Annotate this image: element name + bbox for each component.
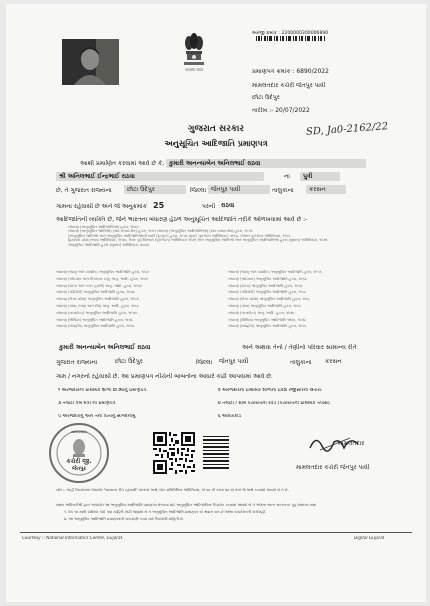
serial-number: 25 [153, 201, 165, 210]
relation-value: પુત્રી [300, 172, 340, 181]
order-item: બંધારણ (નાગાલેન્ડ) અનુ. આદિ. હુકમ, ૧૯૭૦ [228, 310, 295, 315]
office-seal [48, 422, 110, 484]
father-name: શ્રી અનિલભાઈ ઈન્દ્રભાઈ રાઠવા [56, 172, 264, 181]
relation-label: ના [284, 173, 290, 180]
order-item: બંધારણ (અંદમાન અને નિકોબાર ટાપુ) અનુ. આદિ. હુકમ, ૧૯૫૯ [56, 276, 149, 281]
resident-name: કુમારી અનન્યાબેન અનિલભાઈ રાઠવા [59, 344, 151, 351]
footer-item-2: ૨. આ અનુસૂચિત આદિજાતિ પ્રમાણપત્રની ચકાસણી કરવા માટે ઉપયોગી માહિતી છે. [64, 517, 184, 521]
order-item: બંધારણ (લક્ષદ્વીપ) અનુસૂચિત આદિજાતિ હુકમ, ૧૯૫૬ [228, 324, 307, 329]
state-label-b: ગુજરાત રાજ્યના [56, 359, 98, 366]
order-item: બંધારણ (અંદમાન) અનુસૂચિત આદિજાતિ હુકમ, ૧૯૬૨ [228, 276, 307, 281]
footer-item-1: ૧. પેરા ૧૦ માંની દર્શાવેલ કોઈ પણ માહિતી ખોટી જણાશે તો તે અનુસૂચિત આદિજાતિ પ્રમાણપત્ર રદ થવાને પાત્ર છે તેમજ કાયદેસરની કાર્યવાહી [64, 510, 266, 514]
order-item: બંધારણ (જમ્મુ અને કાશ્મીર) અનુસૂચિત આદિજાતિ હુકમ, ૧૯૮૯ [56, 270, 150, 274]
certificate-number-row [252, 68, 329, 75]
emblem-caption: सत्यमेव जयते [185, 68, 203, 72]
application-id-label: અરજી ક્રમાંક : [252, 31, 280, 36]
taluka-value: જેતપુર પાવી [208, 185, 270, 194]
legal-reference: બંધારણ (અનુસૂચિત આદિજાતિઓ) હુકમ, ૧૯૫૦ [68, 225, 139, 229]
ashoka-emblem-icon [178, 29, 210, 67]
village-value-b: કરસન [325, 358, 342, 365]
taluka-label-b: તાલુકાના [290, 359, 312, 366]
orders-left-column [56, 270, 206, 331]
person-photo-icon [62, 39, 119, 85]
caste-value: રાઠવા [221, 202, 235, 209]
footer-note: નોંધ :- અહીં ઉપયોગમાં લેવાયેલ "સામાન્ય રીતે રહેવાસી" શબ્દનો અર્થ, લોક-પ્રતિનિધિત્વ અધિનિયમ, ૧૯૫૦ ની કલમ ૨૦ માં તેનો જે અર્થ કરવામાં આવ્યો છે તે છે. [56, 488, 289, 492]
district-value: છોટા ઉદેપુર [124, 185, 186, 194]
order-item: બંધારણ (ગોવા) અનુસૂચિત આદિજાતિ હુકમ, ૧૯૬૮ [228, 303, 302, 308]
basis-item: ૨ અરજદારના પ્રાથમિક શાળાના પ્રવેશ રજીસ્ટરનો ઉતારો. [218, 388, 323, 393]
applicant-photo [62, 39, 119, 85]
order-item: બંધારણ (ઉત્તર પ્રદેશ) અનુસૂચિત આદિજાતિ હુકમ, ૧૯૬૮ [228, 297, 311, 302]
order-item: બંધારણ (ઉત્તર પ્રદેશ) અનુસૂચિત આદિજાતિ હુકમ, ૧૯૬૭ [56, 297, 139, 302]
state-label: છે, તે ગુજરાત રાજ્યના [56, 187, 112, 194]
basis-item: ૩ તલાટી કમ મંત્રી નો પ્રમાણપત્ર [58, 401, 116, 406]
government-title: ગુજરાત સરકાર [187, 124, 245, 134]
legal-reference: અનુસૂચિત આદિજાતિ હુકમ (સુધારા) અધિનિયમ, ૨૦૦૨ [68, 242, 149, 247]
legal-reference-list [68, 225, 388, 247]
signature-title: મામલતદાર [338, 440, 365, 447]
issue-date-row [252, 107, 310, 114]
orders-right-column [228, 270, 388, 331]
application-barcode [256, 36, 326, 41]
digital-gujarat-brand: Digital Gujarat [354, 536, 385, 540]
legal-reference: (અનુસૂચિત જાતિઓ અને અનુસૂચિત આદિજાતિઓની યાદી (ફેરફાર) હુકમ, ૧૯૫૬ મુંબઈ પુનર્ગઠન અધિનિયમ, ૧૯૬૦, પંજાબ પુનર્ગઠન અધિનિયમ, ૧૯૬૬ [68, 233, 291, 238]
verification-qr-code [153, 432, 195, 474]
caste-label: પરની [202, 203, 216, 210]
order-item: બંધારણ (દાદરા અને નગર હવેલી) અનુ. આદિ. હુકમ, ૧૯૬૨ [56, 283, 142, 288]
village-line: ગામ / નગરનો રહેવાસી છે. આ પ્રમાણપત્ર નીચેની બાબતોના આધારે કાઢી આપવામાં આવે છે. [56, 373, 273, 380]
taluka-label: તાલુકાના [272, 187, 294, 194]
legal-reference: બંધારણ (અનુસૂચિત જાતિઓ) (સંઘ રાજ્ય ક્ષેત્ર) હુકમ, ૧૯૫૧ બંધારણ (અનુસૂચિત આદિજાતિઓ) (સંઘ રાજ્ય ક્ષેત્ર) હુકમ, ૧૯૫૧ [68, 229, 253, 234]
issue-date-label: તારીખ :- [252, 107, 274, 114]
resident-suffix: અને અથવા તેનો / તેણીનો પરિવાર સામાન્ય રીતે [242, 344, 357, 351]
applicant-name: કુમારી અનન્યાબેન અનિલભાઈ રાઠવા [166, 159, 366, 168]
certificate-title: અનુસૂચિત આદિજાતિ પ્રમાણપત્ર [164, 139, 268, 148]
basis-item: ૧ અરજદારના પ્રાથમિક શાળા છોડ્યાનું પ્રમાણપત્ર. [58, 388, 148, 393]
order-item: બંધારણ (દાદરા) અનુસૂચિત આદિજાતિ હુકમ, ૧૯૬૨ [228, 283, 303, 288]
district-label: જિલ્લા [190, 187, 207, 194]
seal-line2: કચેરી જી. [66, 458, 92, 465]
basis-item: ૫ અરજદારનું અને તેના પિતાનું સોગંદનામું [58, 414, 136, 419]
issue-date: 20/07/2022 [275, 107, 310, 114]
order-item: બંધારણ (પોંડિચેરી) અનુસૂચિત આદિજાતિ હુકમ, ૧૯૬૮ [228, 290, 307, 295]
certificate-number: 6890/2022 [296, 68, 329, 75]
district-value-b: છોટા ઉદેપુર [115, 358, 143, 365]
village-value: કરસન [306, 185, 346, 194]
state-emblem [178, 29, 210, 67]
order-item: બંધારણ (લક્ષદ્વીપ) અનુસૂચિત આદિજાતિ હુકમ, ૧૯૫૬ [56, 324, 135, 329]
order-item: બંધારણ (સિક્કિમ) અનુસૂચિત આદિજાતિ હુકમ, ૧૯૭૮ [56, 317, 134, 322]
footer-divider [20, 532, 412, 533]
taluka-value-b: જેતપુર પાવી [219, 358, 249, 365]
seal-top-text: મામલતદાર [71, 430, 87, 434]
handwritten-reference: SD, Ja0-2162/22 [305, 121, 389, 138]
serial-line-label: ગામના રહેવાસી છે અને જે અનુક્રમાંક [56, 203, 147, 210]
application-id: 2200000300006890 [281, 31, 329, 36]
order-item: બંધારણ (જમ્મુ અને કાશ્મીર) અનુસૂચિત આદિજાતિ હુકમ, ૧૯૫૬ [228, 270, 322, 274]
order-item: બંધારણ (પોંડિચેરી) અનુસૂચિત આદિજાતિ હુકમ, ૧૯૬૪ [56, 290, 135, 295]
footer-paragraph: સક્ષમ અધિકારીશ્રી દ્વારા અપાયેલ આ અનુસૂચિત આદિજાતિ પ્રમાણપત્ર મેળવવા માટે અનુસૂચિત આદિજાતિના ઉપયોગ કરવામાં આવશે તો તે અંગેના ભારત સરકારના ગૃહ મંત્રાલય તથા [56, 503, 316, 507]
courtesy-credit: Courtesy :: National Informatics Centre, Gujarat [22, 536, 123, 540]
seal-line3: જેતપુર [72, 466, 86, 472]
order-item: બંધારણ (સિક્કિમ) અનુસૂચિત આદિજાતિ ઓર્ડર, ૧૯૭૮ [228, 317, 307, 322]
intro-text: આથી પ્રમાણિત કરવામાં આવે છે કે, [80, 160, 165, 167]
issuing-office-line2: છોટા ઉદેપુર [252, 94, 280, 101]
issuing-office-line1: મામલતદાર કચેરી જેતપુર પાવી [252, 82, 326, 89]
basis-item: ૬ આધારકાર્ડ [218, 414, 242, 419]
signature-designation: મામલતદાર કચેરી જેતપુર પાવી [296, 464, 370, 471]
tribe-notice: આદિજાતિની વ્યક્તિ છે, જેને ભારતના બંધારણ હેઠળ અનુસૂચિત આદિજાતિ તરીકે ઓળખવામાં આવે છે :- [56, 216, 308, 223]
certificate-number-label: પ્રમાણપત્ર ક્રમાંક : [252, 68, 295, 75]
basis-item: ૪ તલાટી / ગ્રામ પંચાયતનો રેકર્ડ (પંચાયતની પ્રાથમિક તપાસ). [218, 401, 332, 406]
certificate-page [6, 4, 426, 602]
verification-barcode [203, 436, 229, 470]
order-item: બંધારણ (ગોવા, દમણ અને દીવ) અનુ. આદિ. હુકમ, ૧૯૬૮ [56, 303, 139, 308]
legal-reference: હિમાચલ પ્રદેશ રાજ્ય અધિનિયમ, ૧૯૭૦, ઉત્તર પૂર્વ વિસ્તારો (પુનર્ગઠન) અધિનિયમ ૧૯૭૧ અને અનુસૂચિત જાતિઓ અને અનુસૂચિત આદિજાતિઓ હુકમ (સુધારા) અધિનિયમ, ૧૯૭૬ [68, 238, 328, 243]
order-item: બંધારણ (નાગાલેન્ડ) અનુસૂચિત આદિજાતિ હુકમ, ૧૯૭૦ [56, 310, 137, 315]
district-label-b: જિલ્લા [196, 359, 213, 366]
